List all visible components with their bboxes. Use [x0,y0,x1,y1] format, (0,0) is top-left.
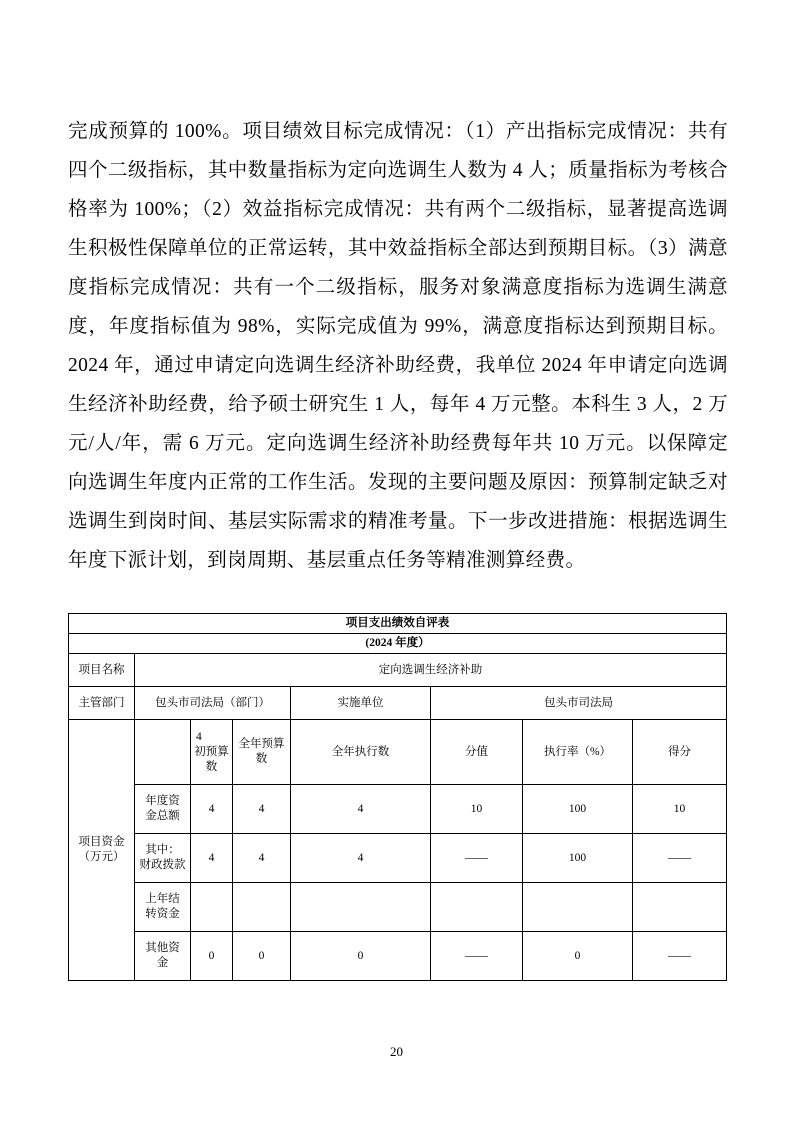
header-full-year-budget: 全年预算数 [233,720,291,785]
row-carryover-exec [291,883,431,932]
header-initial-budget-label: 初预算数 [194,745,229,773]
header-initial-budget [191,720,233,785]
row-carryover-budget [233,883,291,932]
row-other-funds-score: —— [633,932,727,981]
project-funds-label-line1: 项目资金 [78,836,125,848]
row-carryover-rate [523,883,633,932]
row-fiscal-appropriation-score: —— [633,834,727,883]
performance-self-evaluation-table [68,613,726,981]
row-carryover-label-line2: 转资金 [145,908,180,920]
table-row [69,614,727,634]
table-row [69,634,727,654]
row-other-funds-label-line2: 金 [156,957,169,969]
body-paragraph: 完成预算的 100%。项目绩效目标完成情况：（1）产出指标完成情况：共有四个二级指标，其中数量指标为定向选调生人数为 4 人；质量指标为考核合格率为 100%；（2）效益指标完成情况：共有两个二级指标，显著提高选调生积极性保障单位的正常运转，其中效益指标全部达到预期目标。（3）满意度指标完成情况：共有一个二级指标，服务对象满意度指标为选调生满意度，年度指标值为 98%，实际完成值为 99%，满意度指标达到预期目标。2024 年，通过申请定向选调生经济补助经费，我单位 2024 年申请定向选调生经济补助经费，给予硕士研究生 1 人，每年 4 万元整。本科生 3 人，2 万元/人/年，需 6 万元。定向选调生经济补助经费每年共 10 万元。以保障定向选调生年度内正常的工作生活。发现的主要问题及原因：预算制定缺乏对选调生到岗时间、基层实际需求的精准考量。下一步改进措施：根据选调生年度下派计划，到岗周期、基层重点任务等精准测算经费。 [68,120,728,571]
project-funds-label-line2: （万元） [78,851,125,863]
table-row [69,654,727,687]
row-annual-total-label-line2: 金总额 [145,810,180,822]
row-carryover-label-line1: 上年结 [145,893,180,905]
page-number: 20 [390,1044,403,1059]
project-name-value: 定向选调生经济补助 [135,654,727,687]
managing-dept-value: 包头市司法局（部门） [135,687,291,720]
row-other-funds-initial: 0 [191,932,233,981]
row-annual-total-exec: 4 [291,785,431,834]
row-carryover-score [633,883,727,932]
row-annual-total-score: 10 [633,785,727,834]
row-other-funds-exec: 0 [291,932,431,981]
row-other-funds-rate: 0 [523,932,633,981]
row-fiscal-appropriation-value: —— [431,834,523,883]
header-score-value: 分值 [431,720,523,785]
project-funds-label [69,720,135,981]
table-row [69,785,727,834]
row-fiscal-appropriation-label [135,834,191,883]
row-carryover-initial [191,883,233,932]
table-row [69,720,727,785]
project-name-label: 项目名称 [69,654,135,687]
table-row [69,932,727,981]
row-fiscal-appropriation-rate: 100 [523,834,633,883]
table-row [69,883,727,932]
row-fiscal-appropriation-exec: 4 [291,834,431,883]
row-fiscal-appropriation-label-line1: 其中： [145,844,180,856]
table-row [69,834,727,883]
header-initial-budget-top: 4 [196,730,202,743]
row-annual-total-label-line1: 年度资 [145,795,180,807]
row-fiscal-appropriation-initial: 4 [191,834,233,883]
row-carryover-label [135,883,191,932]
implementing-unit-value: 包头市司法局 [431,687,727,720]
row-other-funds-value: —— [431,932,523,981]
row-other-funds-label [135,932,191,981]
managing-dept-label: 主管部门 [69,687,135,720]
table-row [69,687,727,720]
table-subtitle: (2024 年度） [69,634,727,654]
row-fiscal-appropriation-budget: 4 [233,834,291,883]
row-annual-total-value: 10 [431,785,523,834]
row-annual-total-initial: 4 [191,785,233,834]
row-carryover-value [431,883,523,932]
table-title: 项目支出绩效自评表 [69,614,727,634]
row-annual-total-budget: 4 [233,785,291,834]
row-annual-total-label [135,785,191,834]
row-fiscal-appropriation-label-line2: 财政拨款 [139,859,186,871]
implementing-unit-label: 实施单位 [291,687,431,720]
header-score: 得分 [633,720,727,785]
row-other-funds-budget: 0 [233,932,291,981]
header-full-year-exec: 全年执行数 [291,720,431,785]
header-exec-rate: 执行率（%） [523,720,633,785]
row-other-funds-label-line1: 其他资 [145,942,180,954]
row-annual-total-rate: 100 [523,785,633,834]
header-spacer [135,720,191,785]
table [68,613,727,981]
